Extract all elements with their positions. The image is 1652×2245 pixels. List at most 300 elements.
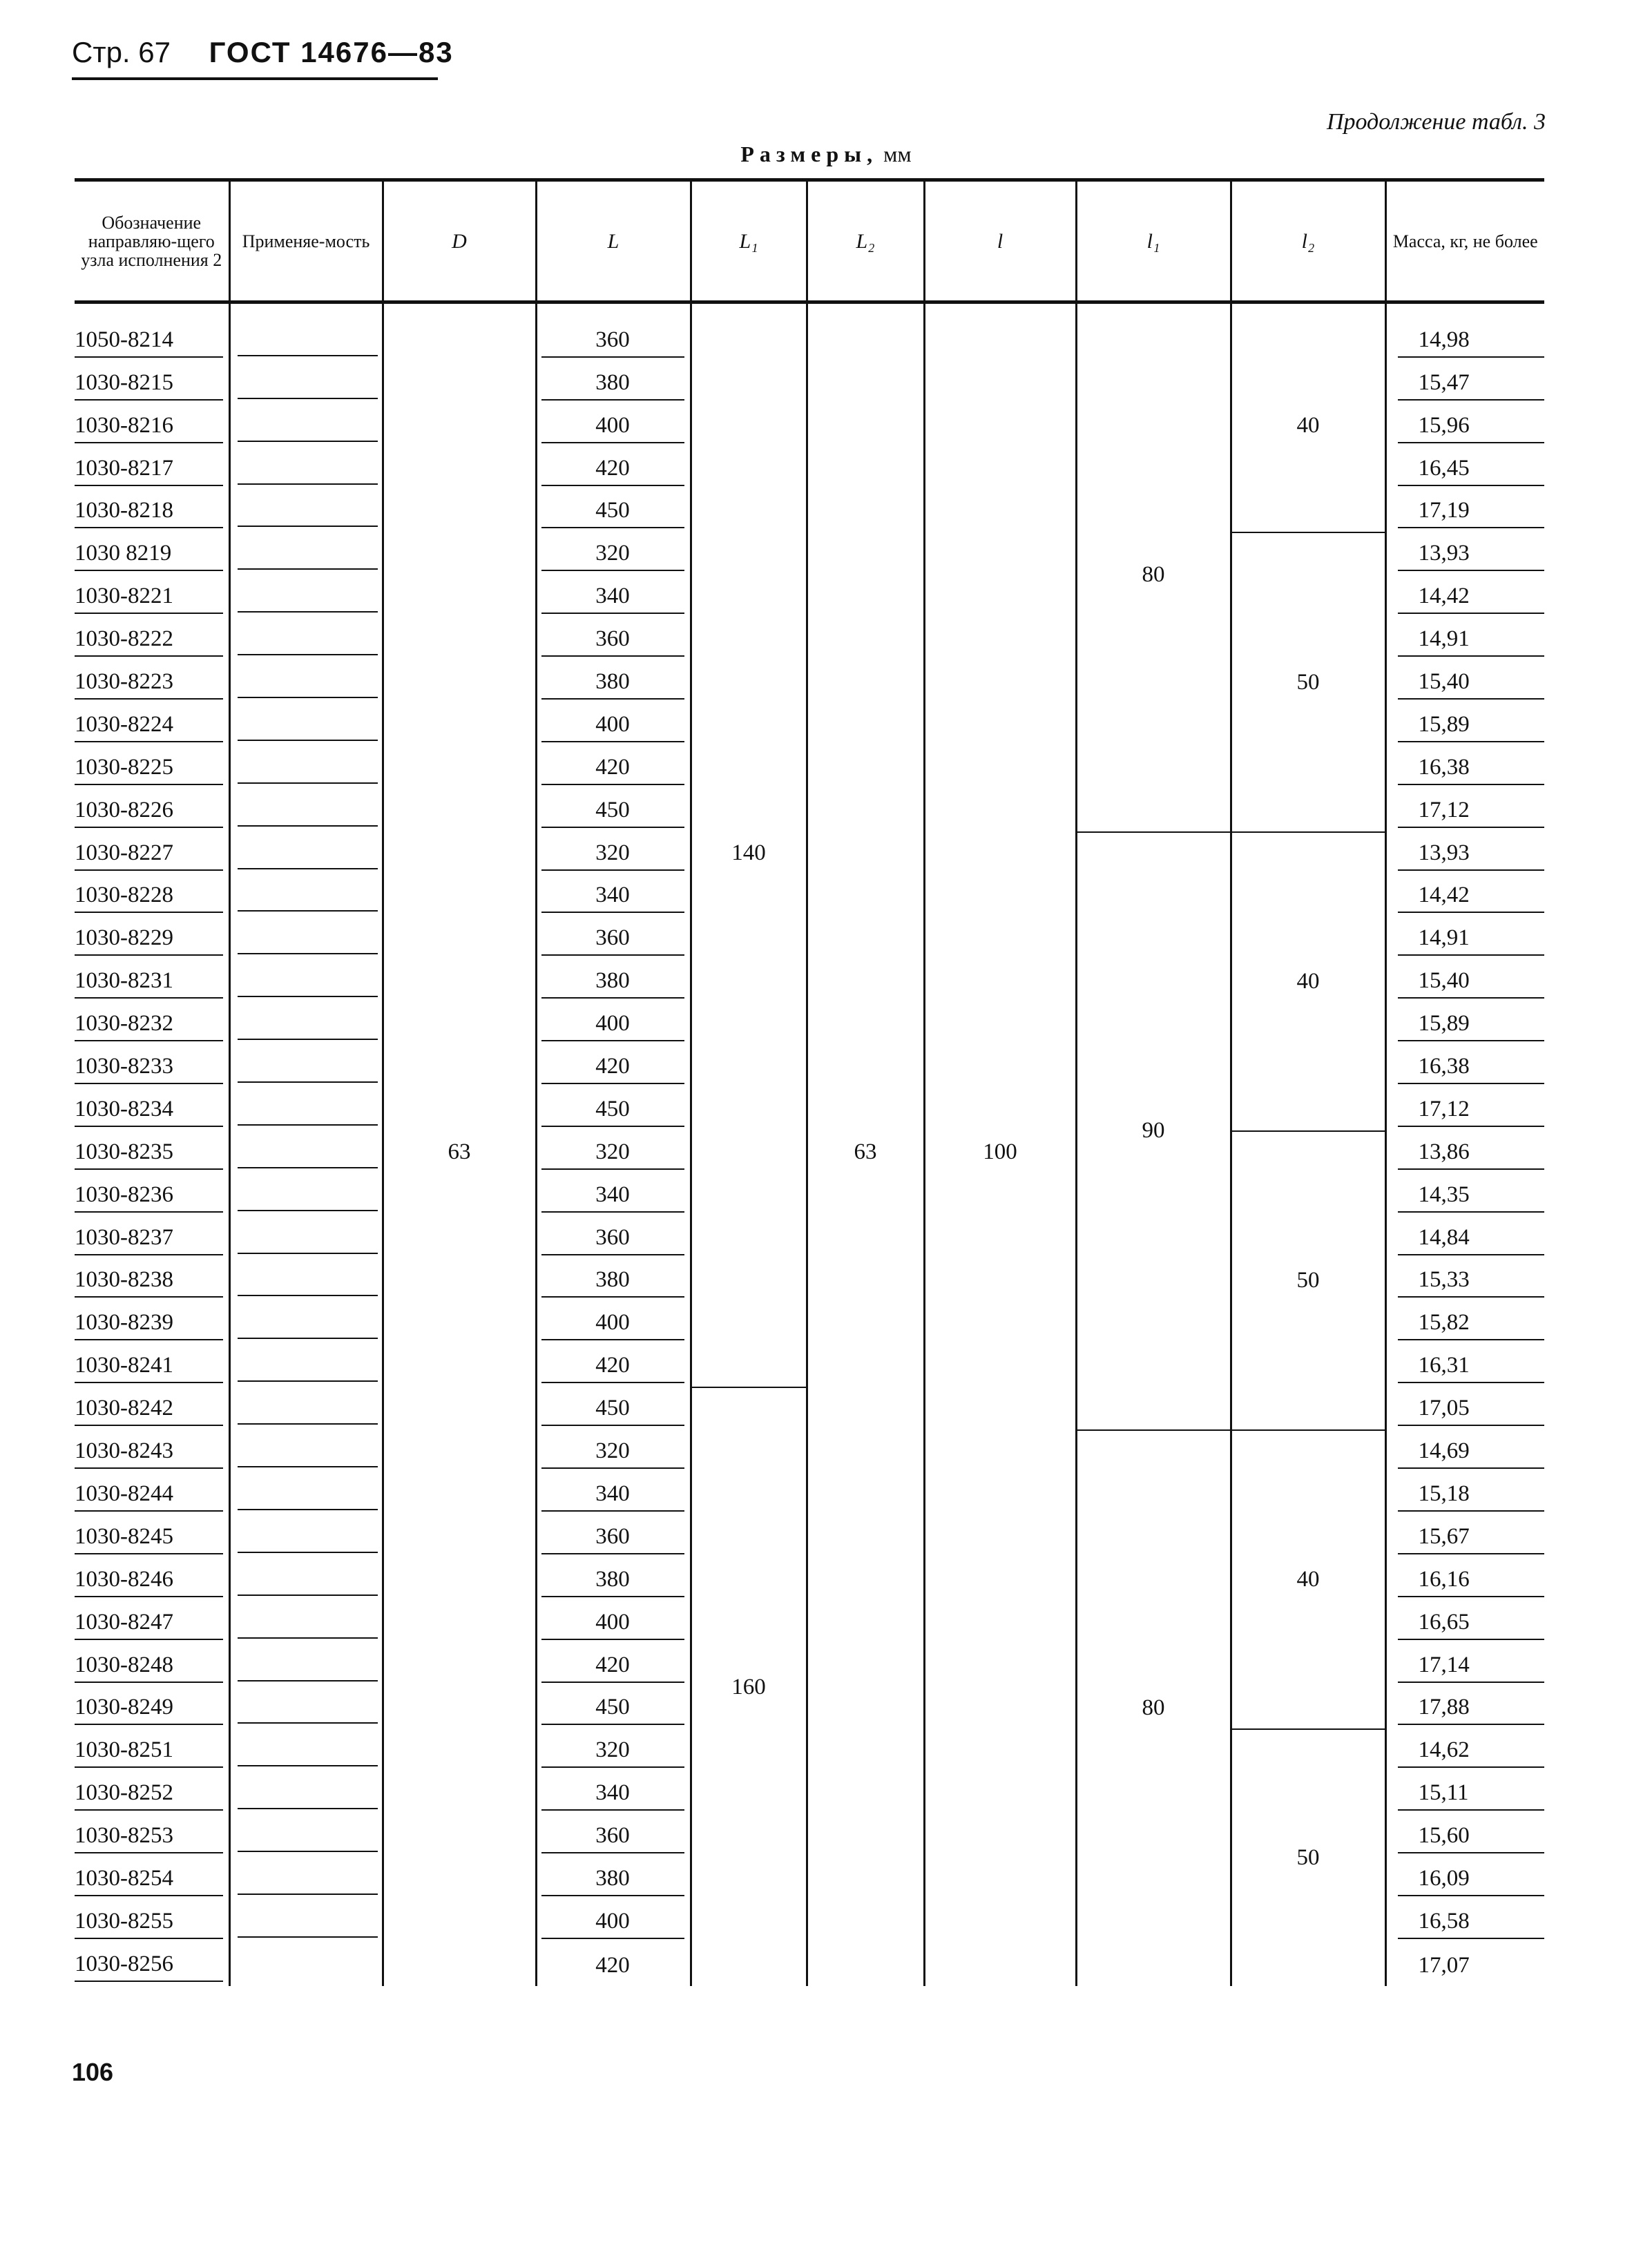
page-header	[72, 36, 454, 69]
mass-value: 15,67	[1398, 1523, 1545, 1554]
designation-cell	[75, 1772, 229, 1815]
designation-cell	[75, 1046, 229, 1088]
page-number: 106	[72, 2058, 114, 2086]
mass-cell	[1385, 917, 1544, 960]
mass-cell	[1385, 1302, 1544, 1345]
mass-value: 16,58	[1398, 1907, 1545, 1939]
mass-cell	[1385, 1345, 1544, 1387]
mass-cell	[1385, 1687, 1544, 1730]
applicability-blank	[238, 1607, 378, 1639]
designation-cell	[75, 1174, 229, 1217]
applicability-blank	[238, 752, 378, 784]
L-cell	[536, 1387, 691, 1430]
applicability-blank	[238, 709, 378, 741]
L-cell	[536, 447, 691, 490]
dimensions-unit: мм	[883, 142, 912, 166]
mass-cell	[1385, 405, 1544, 447]
applicability-cell	[229, 789, 383, 832]
applicability-blank	[238, 1863, 378, 1895]
col-L: L	[536, 180, 691, 302]
mass-cell	[1385, 1217, 1544, 1260]
designation-code: 1030-8233	[75, 1052, 223, 1084]
mass-cell	[1385, 1559, 1544, 1601]
col-l: l	[924, 180, 1076, 302]
L-cell	[536, 1815, 691, 1858]
L-value: 420	[541, 1052, 684, 1084]
designation-code: 1030-8218	[75, 497, 223, 528]
designation-code: 1030-8224	[75, 711, 223, 742]
applicability-cell	[229, 1260, 383, 1302]
designation-cell	[75, 832, 229, 875]
designation-cell	[75, 405, 229, 447]
designation-code: 1030-8255	[75, 1907, 223, 1939]
mass-cell	[1385, 302, 1544, 362]
mass-cell	[1385, 1772, 1544, 1815]
applicability-cell	[229, 575, 383, 618]
L-cell	[536, 661, 691, 704]
applicability-cell	[229, 302, 383, 362]
L-value: 420	[541, 1351, 684, 1383]
designation-cell	[75, 1302, 229, 1345]
L-cell	[536, 575, 691, 618]
l2-value: 50	[1231, 532, 1385, 831]
D-value: 63	[383, 302, 536, 1986]
L-cell	[536, 1943, 691, 1986]
designation-code: 1030-8216	[75, 412, 223, 443]
designation-code: 1030-8234	[75, 1095, 223, 1127]
mass-cell	[1385, 1088, 1544, 1131]
applicability-blank	[238, 1137, 378, 1168]
designation-code: 1030-8248	[75, 1651, 223, 1683]
mass-value: 16,38	[1398, 1052, 1545, 1084]
designation-cell	[75, 1473, 229, 1516]
applicability-blank	[238, 1179, 378, 1211]
L-value: 340	[541, 881, 684, 913]
designation-code: 1030-8243	[75, 1437, 223, 1469]
L-value: 400	[541, 1010, 684, 1041]
designation-code: 1030-8226	[75, 796, 223, 828]
mass-value: 15,60	[1398, 1822, 1545, 1853]
applicability-blank	[238, 1564, 378, 1596]
mass-value: 15,82	[1398, 1309, 1545, 1340]
l1-value: 80	[1076, 302, 1231, 832]
L-cell	[536, 1003, 691, 1046]
applicability-cell	[229, 618, 383, 661]
applicability-cell	[229, 1046, 383, 1088]
mass-value: 16,16	[1398, 1565, 1545, 1597]
designation-code: 1030-8242	[75, 1394, 223, 1426]
col-L1: L₁	[691, 180, 807, 302]
L-value: 360	[541, 326, 684, 358]
applicability-blank	[238, 965, 378, 997]
L-value: 400	[541, 1309, 684, 1340]
mass-value: 16,65	[1398, 1608, 1545, 1640]
l2-value: 40	[1231, 302, 1385, 533]
L1-value: 160	[691, 1387, 807, 1985]
applicability-blank	[238, 410, 378, 442]
mass-value: 15,89	[1398, 1010, 1545, 1041]
designation-code: 1030-8256	[75, 1950, 223, 1982]
designation-cell	[75, 575, 229, 618]
L-cell	[536, 875, 691, 918]
L-cell	[536, 362, 691, 405]
mass-cell	[1385, 661, 1544, 704]
designation-cell	[75, 704, 229, 746]
mass-value: 16,31	[1398, 1351, 1545, 1383]
designation-code: 1030-8244	[75, 1480, 223, 1512]
L-value: 400	[541, 711, 684, 742]
applicability-cell	[229, 1601, 383, 1644]
applicability-cell	[229, 1772, 383, 1815]
designation-cell	[75, 362, 229, 405]
l2-value: 50	[1231, 1729, 1385, 1985]
mass-value: 17,12	[1398, 1095, 1545, 1127]
designation-code: 1030-8252	[75, 1779, 223, 1811]
designation-cell	[75, 1687, 229, 1730]
L-value: 360	[541, 625, 684, 657]
l2-value: 40	[1231, 832, 1385, 1131]
designation-code: 1030-8223	[75, 668, 223, 700]
applicability-cell	[229, 532, 383, 575]
header-rule	[72, 77, 438, 80]
applicability-blank	[238, 1264, 378, 1296]
applicability-cell	[229, 746, 383, 789]
mass-cell	[1385, 362, 1544, 405]
L-cell	[536, 490, 691, 533]
mass-value: 13,93	[1398, 539, 1545, 571]
applicability-cell	[229, 1729, 383, 1772]
mass-cell	[1385, 1473, 1544, 1516]
col-l1: l₁	[1076, 180, 1231, 302]
L-value: 400	[541, 1907, 684, 1939]
designation-code: 1030-8254	[75, 1865, 223, 1896]
l1-value: 90	[1076, 832, 1231, 1430]
L-value: 360	[541, 924, 684, 956]
designation-code: 1030-8245	[75, 1523, 223, 1554]
L-cell	[536, 1430, 691, 1473]
mass-value: 13,86	[1398, 1138, 1545, 1170]
mass-value: 16,45	[1398, 454, 1545, 486]
applicability-blank	[238, 1350, 378, 1382]
L-value: 340	[541, 1779, 684, 1811]
mass-cell	[1385, 704, 1544, 746]
L-cell	[536, 1046, 691, 1088]
mass-value: 14,69	[1398, 1437, 1545, 1469]
designation-code: 1030-8251	[75, 1736, 223, 1768]
mass-cell	[1385, 1046, 1544, 1088]
L-value: 420	[541, 1651, 684, 1683]
mass-cell	[1385, 1815, 1544, 1858]
applicability-cell	[229, 1217, 383, 1260]
applicability-blank	[238, 1436, 378, 1467]
applicability-cell	[229, 1900, 383, 1943]
L-value: 320	[541, 839, 684, 871]
l1-value: 80	[1076, 1430, 1231, 1986]
designation-code: 1030-8253	[75, 1822, 223, 1853]
mass-value: 17,12	[1398, 796, 1545, 828]
L1-value: 140	[691, 302, 807, 1388]
applicability-blank	[238, 495, 378, 527]
L-cell	[536, 1858, 691, 1900]
applicability-blank	[238, 624, 378, 655]
mass-cell	[1385, 1516, 1544, 1559]
designation-code: 1030-8222	[75, 625, 223, 657]
designation-cell	[75, 302, 229, 362]
applicability-blank	[238, 1222, 378, 1254]
mass-cell	[1385, 447, 1544, 490]
mass-value: 17,05	[1398, 1394, 1545, 1426]
designation-cell	[75, 1644, 229, 1687]
mass-cell	[1385, 575, 1544, 618]
designation-cell	[75, 1900, 229, 1943]
applicability-cell	[229, 490, 383, 533]
mass-cell	[1385, 789, 1544, 832]
designation-cell	[75, 875, 229, 918]
applicability-blank	[238, 880, 378, 912]
applicability-cell	[229, 1387, 383, 1430]
designation-cell	[75, 917, 229, 960]
col-designation: Обозначение направляю-щего узла исполнения 2	[75, 180, 229, 302]
L-value: 380	[541, 1565, 684, 1597]
applicability-blank	[238, 581, 378, 613]
designation-code: 1030 8219	[75, 539, 223, 571]
col-mass: Масса, кг, не более	[1385, 180, 1544, 302]
mass-value: 17,07	[1418, 1952, 1470, 1978]
applicability-blank	[238, 325, 378, 356]
L-cell	[536, 917, 691, 960]
mass-value: 17,14	[1398, 1651, 1545, 1683]
mass-cell	[1385, 490, 1544, 533]
L-value: 320	[541, 1437, 684, 1469]
applicability-blank	[238, 1820, 378, 1852]
mass-value: 14,42	[1398, 582, 1545, 614]
table-header-row	[75, 180, 1544, 302]
designation-code: 1030-8215	[75, 369, 223, 401]
L-value: 380	[541, 1865, 684, 1896]
L-cell	[536, 960, 691, 1003]
L-cell	[536, 1516, 691, 1559]
L-cell	[536, 1900, 691, 1943]
mass-cell	[1385, 1644, 1544, 1687]
standard-number: ГОСТ 14676—83	[209, 36, 454, 68]
designation-cell	[75, 1858, 229, 1900]
L-cell	[536, 1174, 691, 1217]
L-value: 320	[541, 1736, 684, 1768]
designation-code: 1030-8239	[75, 1309, 223, 1340]
mass-value: 15,89	[1398, 711, 1545, 742]
designation-code: 1030-8227	[75, 839, 223, 871]
applicability-cell	[229, 960, 383, 1003]
L-value: 400	[541, 412, 684, 443]
designation-cell	[75, 1815, 229, 1858]
designation-cell	[75, 1601, 229, 1644]
mass-value: 15,11	[1398, 1779, 1545, 1811]
designation-cell	[75, 618, 229, 661]
applicability-blank	[238, 1650, 378, 1682]
designation-cell	[75, 1131, 229, 1174]
applicability-cell	[229, 362, 383, 405]
mass-value: 15,40	[1398, 967, 1545, 999]
col-D: D	[383, 180, 536, 302]
mass-value: 14,91	[1398, 924, 1545, 956]
applicability-blank	[238, 453, 378, 485]
designation-cell	[75, 1516, 229, 1559]
mass-value: 15,96	[1398, 412, 1545, 443]
L-value: 450	[541, 796, 684, 828]
L-value: 450	[541, 497, 684, 528]
L-cell	[536, 1088, 691, 1131]
applicability-cell	[229, 1430, 383, 1473]
applicability-cell	[229, 1815, 383, 1858]
applicability-cell	[229, 447, 383, 490]
L-value: 360	[541, 1523, 684, 1554]
designation-cell	[75, 1260, 229, 1302]
L-cell	[536, 1729, 691, 1772]
L-value: 450	[541, 1394, 684, 1426]
table-row	[75, 302, 1544, 362]
L-cell	[536, 1772, 691, 1815]
applicability-blank	[238, 1393, 378, 1425]
applicability-cell	[229, 704, 383, 746]
applicability-blank	[238, 923, 378, 954]
mass-value: 15,18	[1398, 1480, 1545, 1512]
L-value: 340	[541, 582, 684, 614]
mass-cell	[1385, 875, 1544, 918]
L-cell	[536, 1687, 691, 1730]
designation-cell	[75, 1217, 229, 1260]
designation-code: 1030-8232	[75, 1010, 223, 1041]
applicability-blank	[238, 1692, 378, 1724]
mass-value: 14,98	[1398, 326, 1545, 358]
mass-value: 14,84	[1398, 1224, 1545, 1255]
designation-cell	[75, 447, 229, 490]
L-cell	[536, 704, 691, 746]
mass-cell	[1385, 618, 1544, 661]
designation-code: 1030-8241	[75, 1351, 223, 1383]
mass-value: 15,33	[1398, 1266, 1545, 1298]
l-value: 100	[924, 302, 1076, 1986]
mass-value: 17,19	[1398, 497, 1545, 528]
applicability-blank	[238, 367, 378, 399]
mass-value: 16,09	[1398, 1865, 1545, 1896]
designation-code: 1030-8238	[75, 1266, 223, 1298]
designation-code: 1030-8229	[75, 924, 223, 956]
mass-value: 15,40	[1398, 668, 1545, 700]
applicability-blank	[238, 838, 378, 869]
applicability-cell	[229, 405, 383, 447]
L-value: 380	[541, 967, 684, 999]
l2-value: 50	[1231, 1131, 1385, 1430]
designation-cell	[75, 1088, 229, 1131]
applicability-cell	[229, 1943, 383, 1986]
applicability-blank	[238, 1094, 378, 1126]
L-value: 380	[541, 668, 684, 700]
L-cell	[536, 1302, 691, 1345]
applicability-blank	[238, 1051, 378, 1083]
applicability-cell	[229, 1131, 383, 1174]
L-cell	[536, 1131, 691, 1174]
l2-value: 40	[1231, 1430, 1385, 1729]
applicability-blank	[238, 538, 378, 570]
applicability-blank	[238, 1008, 378, 1040]
mass-cell	[1385, 1858, 1544, 1900]
L2-value: 63	[807, 302, 924, 1986]
applicability-cell	[229, 917, 383, 960]
col-l2: l₂	[1231, 180, 1385, 302]
L-value: 320	[541, 539, 684, 571]
designation-code: 1030-8236	[75, 1181, 223, 1213]
applicability-cell	[229, 832, 383, 875]
mass-cell	[1385, 1003, 1544, 1046]
L-value: 420	[541, 753, 684, 785]
mass-cell	[1385, 1260, 1544, 1302]
applicability-blank	[238, 1735, 378, 1766]
L-value: 400	[541, 1608, 684, 1640]
designation-code: 1030-8235	[75, 1138, 223, 1170]
L-cell	[536, 1644, 691, 1687]
designation-cell	[75, 789, 229, 832]
L-value: 340	[541, 1480, 684, 1512]
mass-value: 14,91	[1398, 625, 1545, 657]
dimensions-table	[75, 178, 1544, 1986]
designation-cell	[75, 1003, 229, 1046]
mass-value: 13,93	[1398, 839, 1545, 871]
mass-value: 14,35	[1398, 1181, 1545, 1213]
designation-code: 1030-8237	[75, 1224, 223, 1255]
L-value: 380	[541, 1266, 684, 1298]
L-value: 420	[541, 454, 684, 486]
applicability-cell	[229, 1302, 383, 1345]
designation-cell	[75, 1345, 229, 1387]
L-cell	[536, 405, 691, 447]
designation-cell	[75, 1387, 229, 1430]
L-value: 450	[541, 1095, 684, 1127]
L-cell	[536, 618, 691, 661]
applicability-cell	[229, 1003, 383, 1046]
designation-code: 1030-8221	[75, 582, 223, 614]
mass-value: 17,88	[1398, 1693, 1545, 1725]
applicability-blank	[238, 795, 378, 827]
L-cell	[536, 302, 691, 362]
designation-code: 1030-8249	[75, 1693, 223, 1725]
L-cell	[536, 1559, 691, 1601]
table-continuation-note: Продолжение табл. 3	[1326, 109, 1546, 135]
col-L2: L₂	[807, 180, 924, 302]
designation-cell	[75, 1559, 229, 1601]
designation-code: 1050-8214	[75, 326, 223, 358]
dimensions-word: Размеры,	[740, 142, 878, 166]
L-cell	[536, 746, 691, 789]
applicability-cell	[229, 1644, 383, 1687]
mass-cell	[1385, 1131, 1544, 1174]
mass-value: 14,62	[1398, 1736, 1545, 1768]
applicability-cell	[229, 1174, 383, 1217]
L-value: 360	[541, 1822, 684, 1853]
L-value: 320	[541, 1138, 684, 1170]
L-cell	[536, 1601, 691, 1644]
designation-cell	[75, 960, 229, 1003]
L-cell	[536, 1217, 691, 1260]
L-value: 450	[541, 1693, 684, 1725]
mass-cell	[1385, 1943, 1544, 1986]
designation-cell	[75, 490, 229, 533]
L-cell	[536, 1345, 691, 1387]
mass-cell	[1385, 832, 1544, 875]
L-value: 340	[541, 1181, 684, 1213]
mass-cell	[1385, 1900, 1544, 1943]
applicability-blank	[238, 1478, 378, 1510]
designation-code: 1030-8228	[75, 881, 223, 913]
